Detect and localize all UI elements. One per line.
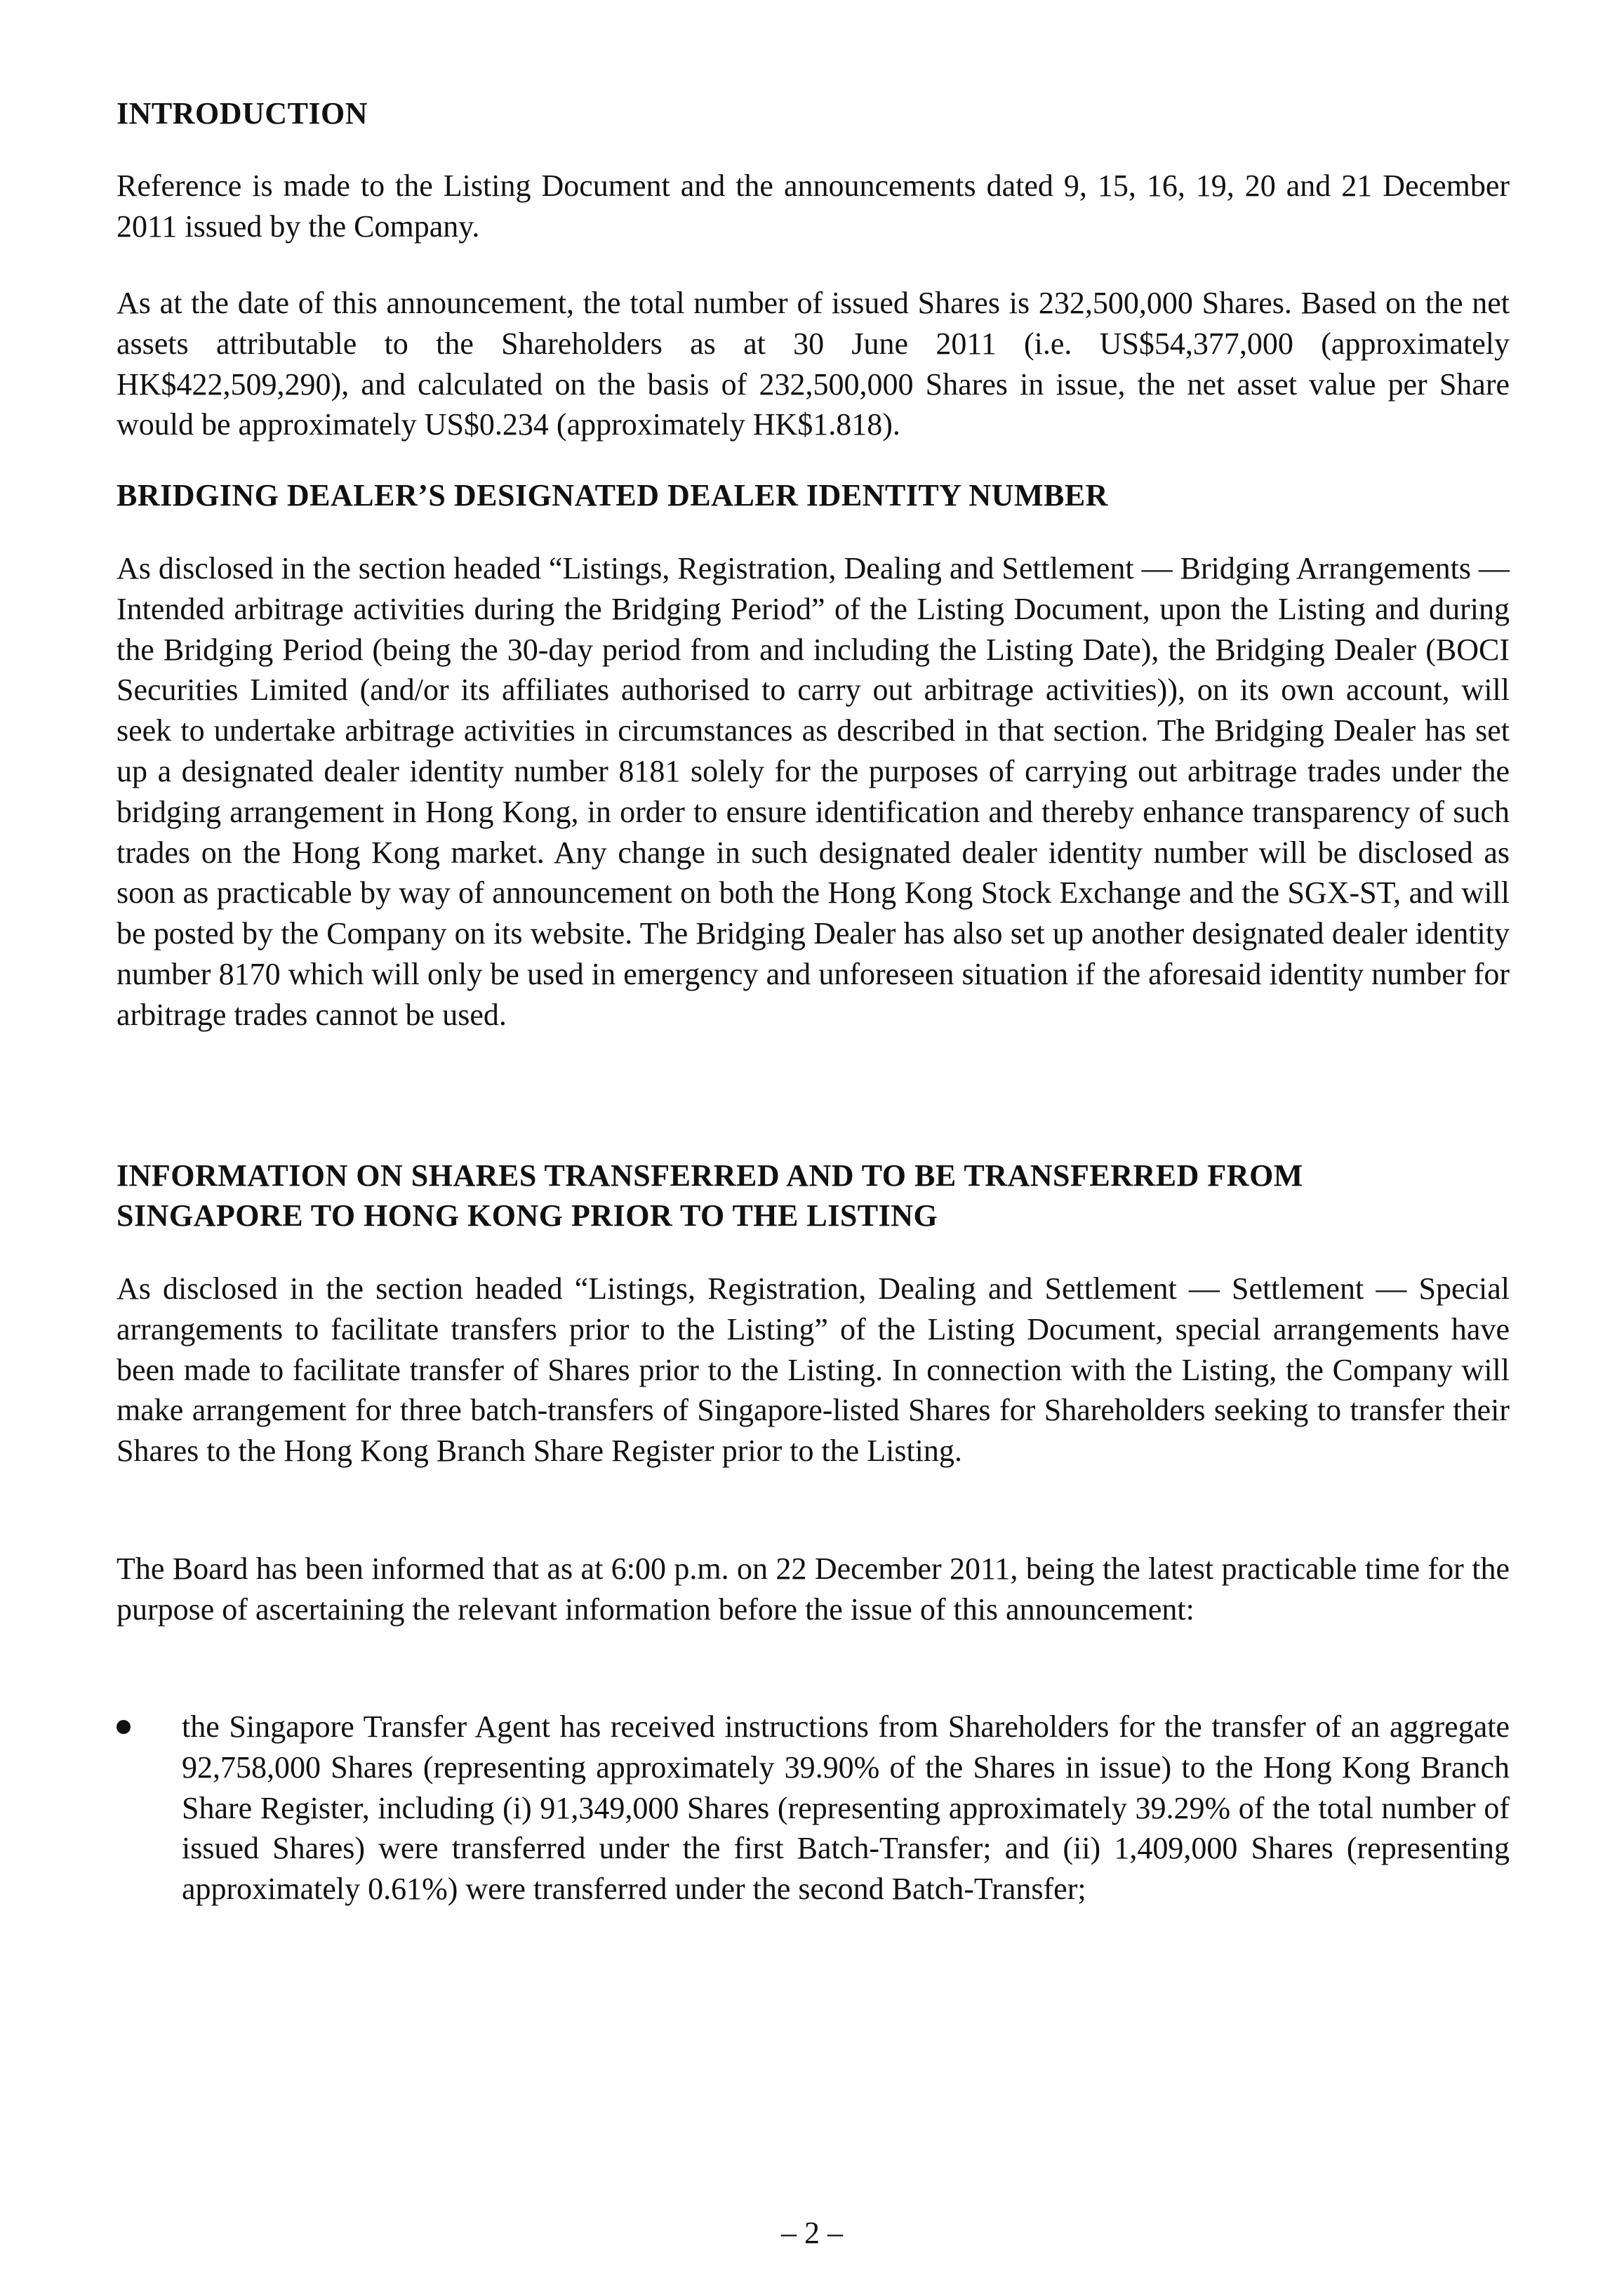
heading-bridging-dealer: BRIDGING DEALER’S DESIGNATED DEALER IDENTITY NUMBER: [117, 478, 1108, 512]
paragraph-board-informed: The Board has been informed that as at 6:00 p.m. on 22 December 2011, being the latest practicable time for the purpose of ascertaining the relevant information before the issue of this announcement:: [117, 1551, 1510, 1627]
bullet-icon: [117, 1720, 131, 1734]
paragraph-bridging-dealer: As disclosed in the section headed “Listings, Registration, Dealing and Settlement — Bridging Arrangements — Intended arbitrage activities during the Bridging Period” of the Listing Document, upon the Listing and during the Bridging Period (being the 30-day period from and including the Listing Date), the Bridging Dealer (BOCI Securities Limited (and/or its affiliates authorised to carry out arbitrage activities)), on its own account, will seek to undertake arbitrage activities in circumstances as described in that section. The Bridging Dealer has set up a designated dealer identity number 8181 solely for the purposes of carrying out arbitrage trades under the bridging arrangement in Hong Kong, in order to ensure identification and thereby enhance transparency of such trades on the Hong Kong market. Any change in such designated dealer identity number will be disclosed as soon as practicable by way of announcement on both the Hong Kong Stock Exchange and the SGX-ST, and will be posted by the Company on its website. The Bridging Dealer has also set up another designated dealer identity number 8170 which will only be used in emergency and unforeseen situation if the aforesaid identity number for arbitrage trades cannot be used.: [117, 551, 1510, 1032]
heading-introduction: INTRODUCTION: [117, 96, 368, 131]
paragraph-net-asset-value: As at the date of this announcement, the total number of issued Shares is 232,500,000 Shares. Based on the net assets attributable to the Shareholders as at 30 June 2011 (i.e. US$54,377,000 (approximately HK$422,509,290), and calculated on the basis of 232,500,000 Shares in issue, the net asset value per Share would be approximately US$0.234 (approximately HK$1.818).: [117, 286, 1510, 442]
page-number: – 2 –: [781, 2216, 843, 2250]
heading-shares-transferred-line2: SINGAPORE TO HONG KONG PRIOR TO THE LISTING: [117, 1198, 938, 1233]
heading-shares-transferred-line1: INFORMATION ON SHARES TRANSFERRED AND TO BE TRANSFERRED FROM: [117, 1158, 1303, 1193]
paragraph-reference: Reference is made to the Listing Document and the announcements dated 9, 15, 16, 19, 20 and 21 December 2011 issued by the Company.: [117, 168, 1510, 244]
bullet-text: the Singapore Transfer Agent has received instructions from Shareholders for the transfer of an aggregate 92,758,000 Shares (representing approximately 39.90% of the Shares in issue) to the Hong Kong Branch Share Register, including (i) 91,349,000 Shares (representing approximately 39.29% of the total number of issued Shares) were transferred under the first Batch-Transfer; and (ii) 1,409,000 Shares (representing approximately 0.61%) were transferred under the second Batch-Transfer;: [182, 1709, 1510, 1907]
paragraph-special-arrangements: As disclosed in the section headed “Listings, Registration, Dealing and Settlement — Settlement — Special arrangements to facilitate transfers prior to the Listing” of the Listing Document, special arrangements have been made to facilitate transfer of Shares prior to the Listing. In connection with the Listing, the Company will make arrangement for three batch-transfers of Singapore-listed Shares for Shareholders seeking to transfer their Shares to the Hong Kong Branch Share Register prior to the Listing.: [117, 1271, 1510, 1469]
